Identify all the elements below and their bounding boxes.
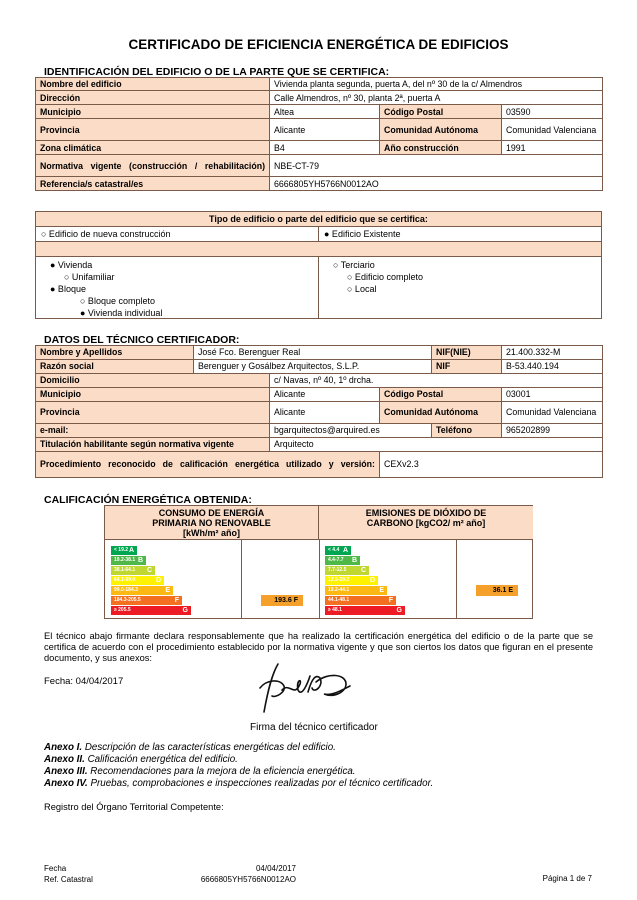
tec-provincia: Alicante [270,402,380,424]
tipo-row-uso [36,257,601,318]
emisiones-marker [476,585,518,596]
tipo-row-construccion [36,227,601,242]
tec-domicilio-label: Domicilio [36,374,270,388]
footer-labels [44,863,93,885]
emisiones-bar-f [325,596,396,605]
tecnico-table [35,345,603,478]
tec-ca-label: Comunidad Autónoma [380,402,502,424]
consumo-sep [241,540,242,618]
emisiones-letter-d: D [369,577,375,584]
emisiones-bar-e [325,586,387,595]
ident-nombre-label: Nombre del edificio [36,78,270,91]
tipo-terciario-group [333,259,423,295]
tec-ca: Comunidad Valenciana [502,402,603,424]
ident-cp: 03590 [502,105,603,119]
consumo-range-e: 99.0-184.3 [114,587,138,593]
tipo-spacer-row [36,242,601,257]
anexo-3: Anexo III. Recomendaciones para la mejora de la eficiencia energética. [44,766,356,777]
ident-provincia-label: Provincia [36,119,270,141]
tec-titulacion: Arquitecto [270,438,603,452]
emisiones-letter-e: E [379,587,384,594]
ident-cp-label: Código Postal [380,105,502,119]
consumo-range-d: 64.1-99.0 [114,577,136,583]
emisiones-value: 36.1 E [492,587,513,594]
tipo-existente: ● Edificio Existente [324,229,401,239]
tec-tel: 965202899 [502,424,603,438]
tec-cp: 03001 [502,388,603,402]
tipo-local: ○ Local [347,284,377,294]
consumo-bar-e [111,586,173,595]
footer-values [196,863,296,885]
emisiones-bar-b [325,556,360,565]
ident-anio-label: Año construcción [380,141,502,155]
emisiones-bar-c [325,566,369,575]
tec-nif-label: NIF [432,360,502,374]
fecha: Fecha: 04/04/2017 [44,676,124,687]
emisiones-bar-g [325,606,405,615]
consumo-bar-d [111,576,164,585]
ident-ref: 6666805YH5766N0012AO [270,177,603,191]
emisiones-sep [456,540,457,618]
tipo-heading: Tipo de edificio o parte del edificio que se certifica: [36,212,601,227]
anexo-4: Anexo IV. Pruebas, comprobaciones e inspecciones realizadas por el técnico certificador. [44,778,434,789]
consumo-letter-e: E [165,587,170,594]
tipo-divider [318,227,319,241]
consumo-bar-f [111,596,182,605]
ident-nombre: Vivienda planta segunda, puerta A, del nº 30 de la c/ Almendros [270,78,603,91]
tec-nif: B-53.440.194 [502,360,603,374]
anexos-list [44,742,433,790]
emisiones-range-g: ≥ 48.1 [328,607,342,613]
firma-label: Firma del técnico certificador [250,722,378,733]
consumo-range-b: 19.2-38.1 [114,557,136,563]
consumo-letter-b: B [137,557,143,564]
consumo-value: 193.6 F [274,597,298,604]
tipo-nueva: ○ Edificio de nueva construcción [41,229,171,239]
ident-municipio-label: Municipio [36,105,270,119]
tec-razon-label: Razón social [36,360,194,374]
tec-email[interactable]: bgarquitectos@arquired.es [270,424,432,438]
tec-domicilio: c/ Navas, nº 40, 1º drcha. [270,374,603,388]
emisiones-bar-a [325,546,351,555]
consumo-range-c: 38.1-64.1 [114,567,136,573]
consumo-range-a: < 19.2 [114,547,129,553]
anexo-2: Anexo II. Calificación energética del edificio. [44,754,238,765]
signature [250,660,360,718]
ident-zona-label: Zona climática [36,141,270,155]
tipo-vivienda: ● Vivienda [50,260,93,270]
footer-ref: 6666805YH5766N0012AO [200,875,296,884]
emisiones-letter-f: F [388,597,393,604]
tec-titulacion-label: Titulación habilitante según normativa vigente [36,438,270,452]
tec-nifnie-label: NIF(NIE) [432,346,502,360]
consumo-letter-f: F [174,597,179,604]
page-title: CERTIFICADO DE EFICIENCIA ENERGÉTICA DE EDIFICIOS [128,37,509,52]
ident-heading: IDENTIFICACIÓN DEL EDIFICIO O DE LA PARTE QUE SE CERTIFICA: [44,66,390,78]
anexo-1: Anexo I. Descripción de las características energéticas del edificio. [44,742,336,753]
ident-ca: Comunidad Valenciana [502,119,603,141]
consumo-bar-a [111,546,137,555]
emisiones-letter-b: B [351,557,357,564]
calificacion-box [104,505,533,619]
tipo-divider-2 [318,257,319,318]
emisiones-range-d: 12.5-19.2 [328,577,350,583]
tec-tel-label: Teléfono [432,424,502,438]
emisiones-range-e: 19.2-44.1 [328,587,350,593]
emisiones-bar-d [325,576,378,585]
ident-direccion-label: Dirección [36,91,270,105]
calificacion-heading: CALIFICACIÓN ENERGÉTICA OBTENIDA: [44,494,252,506]
ident-provincia: Alicante [270,119,380,141]
tipo-terciario: ○ Terciario [333,260,375,270]
tecnico-heading: DATOS DEL TÉCNICO CERTIFICADOR: [44,334,240,346]
footer-page: Página 1 de 7 [542,874,592,883]
tipo-vivienda-group [50,259,162,319]
tec-provincia-label: Provincia [36,402,270,424]
tec-municipio-label: Municipio [36,388,270,402]
ident-direccion: Calle Almendros, nº 30, planta 2ª, puerta A [270,91,603,105]
emisiones-letter-c: C [360,567,366,574]
consumo-letter-c: C [146,567,152,574]
emisiones-range-a: < 4.4 [328,547,340,553]
tec-municipio: Alicante [270,388,380,402]
ident-table [35,77,603,191]
consumo-letter-d: D [155,577,161,584]
consumo-bar-b [111,556,146,565]
ident-ca-label: Comunidad Autónoma [380,119,502,141]
ident-ref-label: Referencia/s catastral/es [36,177,270,191]
footer-ref-label: Ref. Catastral [44,875,93,884]
tipo-box [35,211,602,319]
tec-nombre-label: Nombre y Apellidos [36,346,194,360]
footer-fecha: 04/04/2017 [255,864,296,873]
consumo-header: CONSUMO DE ENERGÍA PRIMARIA NO RENOVABLE [kWh/m² año] [105,506,319,540]
registro: Registro del Órgano Territorial Competente: [44,802,224,812]
tipo-bloque-completo: ○ Bloque completo [80,296,155,306]
tec-nifnie: 21.400.332-M [502,346,603,360]
consumo-marker [261,595,303,606]
consumo-range-f: 184.3-205.5 [114,597,141,603]
tec-email-label: e-mail: [36,424,270,438]
footer-fecha-label: Fecha [44,864,67,873]
tipo-unifamiliar: ○ Unifamiliar [64,272,115,282]
consumo-letter-a: A [128,547,134,554]
ident-normativa: NBE-CT-79 [270,155,603,177]
ident-zona: B4 [270,141,380,155]
consumo-letter-g: G [182,607,188,614]
tec-razon: Berenguer y Gosálbez Arquitectos, S.L.P. [194,360,432,374]
declaracion: El técnico abajo firmante declara responsablemente que ha realizado la certificación energética del edificio o de la parte que se certifica de acuerdo con el procedimiento establecido por la normativa vigente y que son ciertos los datos que figuran en el presente documento, y sus anexos: [44,631,593,663]
consumo-range-g: ≥ 205.5 [114,607,131,613]
emisiones-letter-g: G [396,607,402,614]
ident-anio: 1991 [502,141,603,155]
consumo-bar-c [111,566,155,575]
tec-proc: CEXv2.3 [380,452,603,478]
calificacion-divider [319,540,320,618]
ident-normativa-label: Normativa vigente (construcción / rehabilitación) [36,155,270,177]
emisiones-range-f: 44.1-48.1 [328,597,350,603]
emisiones-header: EMISIONES DE DIÓXIDO DE CARBONO [kgCO2/ m² año] [319,506,533,540]
tec-proc-label: Procedimiento reconocido de calificación energética utilizado y versión: [36,452,380,478]
tipo-bloque: ● Bloque [50,284,86,294]
emisiones-range-b: 4.4-7.7 [328,557,344,563]
tipo-vivienda-individual: ● Vivienda individual [80,308,163,318]
tec-nombre: José Fco. Berenguer Real [194,346,432,360]
tec-cp-label: Código Postal [380,388,502,402]
emisiones-range-c: 7.7-12.5 [328,567,347,573]
tipo-edificio-completo: ○ Edificio completo [347,272,423,282]
ident-municipio: Altea [270,105,380,119]
emisiones-letter-a: A [342,547,348,554]
consumo-bar-g [111,606,191,615]
